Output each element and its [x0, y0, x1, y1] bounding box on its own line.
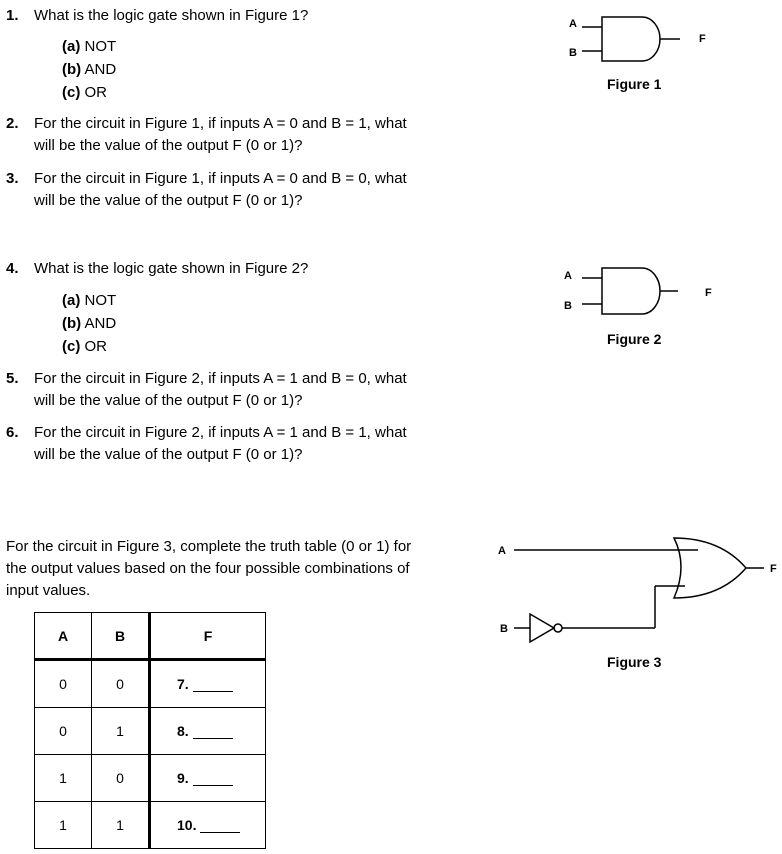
truth-table-header-row — [35, 613, 266, 660]
answer-blank[interactable] — [200, 832, 240, 833]
question-text-line-1: For the circuit in Figure 1, if inputs A = 0 and B = 1, what — [34, 115, 407, 132]
cell-f-answer[interactable]: 7. — [150, 660, 266, 708]
cell-a: 0 — [35, 708, 92, 755]
figure-1-input-b-label: B — [569, 47, 577, 59]
figure-2-output-label: F — [705, 287, 712, 299]
figure-1-input-a-label: A — [569, 18, 577, 30]
header-a: A — [35, 613, 92, 660]
table-row — [35, 755, 266, 802]
figure-1-caption: Figure 1 — [607, 76, 662, 92]
truth-table — [34, 612, 266, 849]
cell-f-answer[interactable]: 10. — [150, 802, 266, 849]
question-text-line-2: will be the value of the output F (0 or 1)? — [34, 192, 303, 209]
header-b: B — [92, 613, 150, 660]
table-row — [35, 802, 266, 849]
option-c: (c) OR — [62, 84, 108, 101]
question-number: 1. — [6, 7, 19, 24]
header-f: F — [150, 613, 266, 660]
question-4-options — [62, 289, 116, 358]
figure-3-input-a-label: A — [498, 545, 506, 557]
option-c: (c) OR — [62, 338, 108, 355]
question-text-line-2: will be the value of the output F (0 or 1)? — [34, 137, 303, 154]
cell-b: 1 — [92, 802, 150, 849]
question-number: 4. — [6, 260, 19, 277]
figure-2-input-a-label: A — [564, 270, 572, 282]
figure-2-caption: Figure 2 — [607, 331, 662, 347]
cell-a: 0 — [35, 660, 92, 708]
figure-3-circuit-diagram — [490, 528, 782, 648]
question-text-line-1: For the circuit in Figure 1, if inputs A = 0 and B = 0, what — [34, 170, 407, 187]
question-text-line-1: For the circuit in Figure 2, if inputs A = 1 and B = 1, what — [34, 424, 407, 441]
figure-2-and-gate-diagram — [560, 258, 720, 328]
table-row — [35, 708, 266, 755]
figure-1-output-label: F — [699, 33, 706, 45]
figure-3-output-label: F — [770, 563, 777, 575]
figure-3-caption: Figure 3 — [607, 654, 662, 670]
figure-2-input-b-label: B — [564, 300, 572, 312]
answer-blank[interactable] — [193, 691, 233, 692]
cell-f-answer[interactable]: 8. — [150, 708, 266, 755]
cell-a: 1 — [35, 755, 92, 802]
question-number: 5. — [6, 370, 19, 387]
question-1-options — [62, 35, 116, 104]
question-number: 3. — [6, 170, 19, 187]
option-a: (a) NOT — [62, 38, 117, 55]
question-text-line-2: will be the value of the output F (0 or 1)? — [34, 392, 303, 409]
option-b: (b) AND — [62, 315, 117, 332]
option-a: (a) NOT — [62, 292, 117, 309]
cell-b: 1 — [92, 708, 150, 755]
answer-blank[interactable] — [193, 785, 233, 786]
truth-table-instructions: For the circuit in Figure 3, complete the truth table (0 or 1) for the output values based on the four possible combinations of input values. — [6, 538, 412, 599]
question-text: What is the logic gate shown in Figure 1? — [34, 7, 309, 24]
cell-b: 0 — [92, 755, 150, 802]
question-text: What is the logic gate shown in Figure 2? — [34, 260, 309, 277]
cell-f-answer[interactable]: 9. — [150, 755, 266, 802]
answer-blank[interactable] — [193, 738, 233, 739]
question-text-line-1: For the circuit in Figure 2, if inputs A = 1 and B = 0, what — [34, 370, 407, 387]
cell-b: 0 — [92, 660, 150, 708]
cell-a: 1 — [35, 802, 92, 849]
figure-1-and-gate-diagram — [560, 5, 720, 75]
question-number: 2. — [6, 115, 19, 132]
figure-3-input-b-label: B — [500, 623, 508, 635]
table-row — [35, 660, 266, 708]
question-number: 6. — [6, 424, 19, 441]
question-text-line-2: will be the value of the output F (0 or 1)? — [34, 446, 303, 463]
option-b: (b) AND — [62, 61, 117, 78]
